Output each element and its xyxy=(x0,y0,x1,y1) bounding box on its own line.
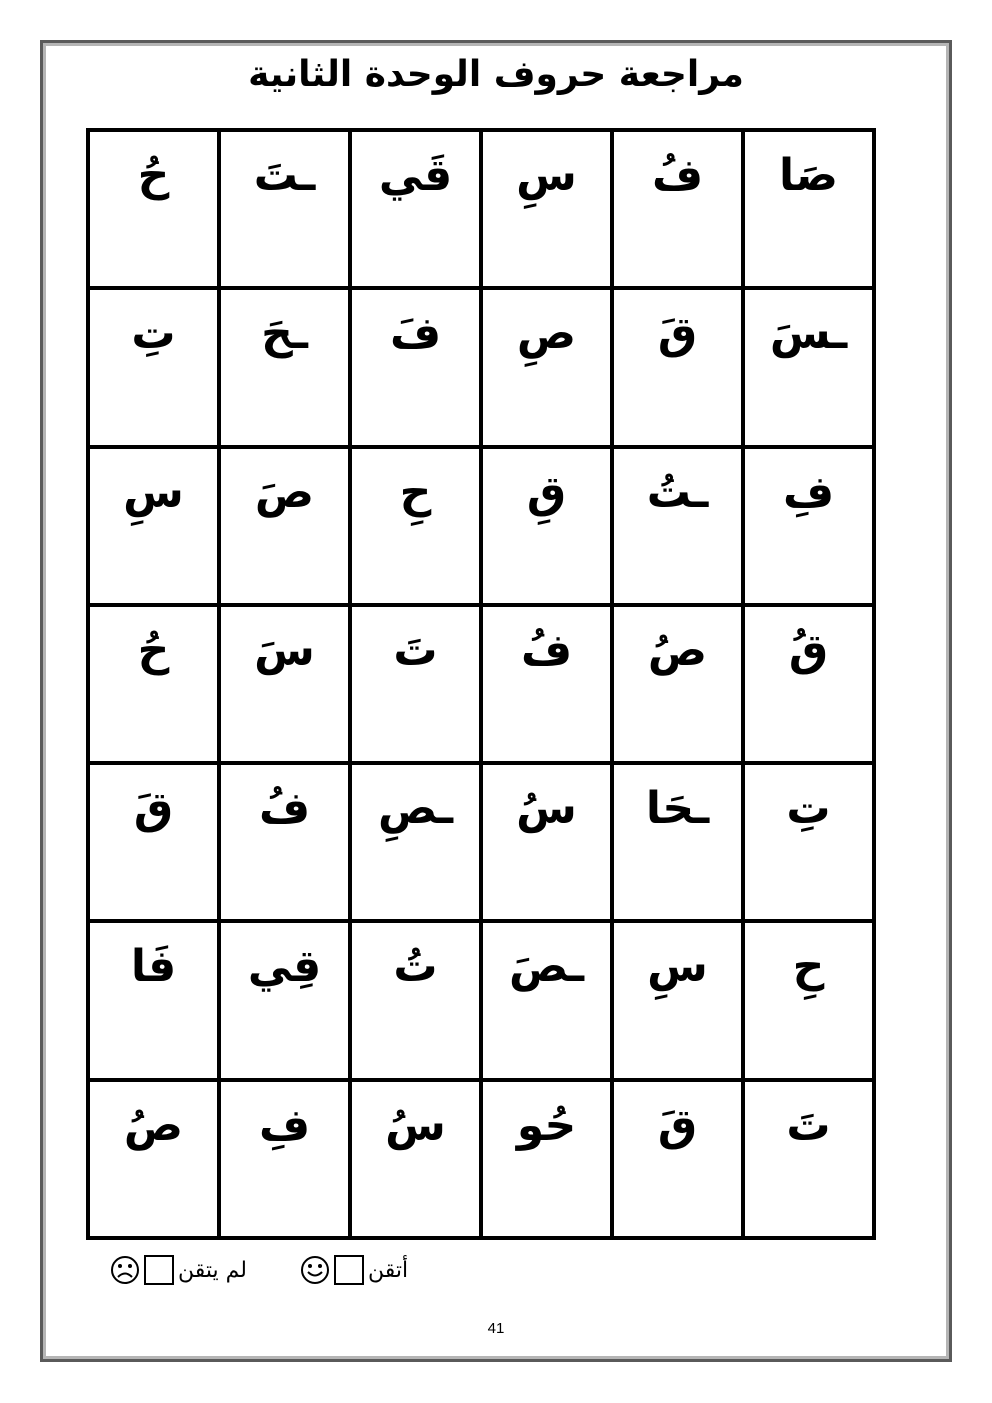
grid-cell: تُ xyxy=(352,923,479,1077)
grid-cell: صِ xyxy=(483,290,610,444)
grid-cell: سُ xyxy=(483,765,610,919)
grid-cell: حِ xyxy=(352,449,479,603)
grid-cell: فِ xyxy=(221,1082,348,1236)
grid-cell: حُ xyxy=(90,132,217,286)
grid-cell: فِ xyxy=(745,449,872,603)
grid-cell: ـسَ xyxy=(745,290,872,444)
grid-cell: ـتَ xyxy=(221,132,348,286)
grid-cell: فُ xyxy=(483,607,610,761)
grid-cell: ـحَا xyxy=(614,765,741,919)
smiley-face-icon xyxy=(300,1255,330,1285)
grid-cell: حُ xyxy=(90,607,217,761)
grid-cell: سِ xyxy=(90,449,217,603)
grid-cell: تَ xyxy=(352,607,479,761)
grid-cell: قَ xyxy=(614,1082,741,1236)
grid-cell: قُ xyxy=(745,607,872,761)
grid-cell: صَ xyxy=(221,449,348,603)
grid-cell: تَ xyxy=(745,1082,872,1236)
grid-cell: تِ xyxy=(745,765,872,919)
grid-cell: ـصِ xyxy=(352,765,479,919)
grid-cell: ـتُ xyxy=(614,449,741,603)
grid-cell: صَا xyxy=(745,132,872,286)
grid-cell: فُ xyxy=(614,132,741,286)
grid-cell: قَ xyxy=(90,765,217,919)
grid-cell: ـصَ xyxy=(483,923,610,1077)
grid-cell: حِ xyxy=(745,923,872,1077)
grid-cell: قَي xyxy=(352,132,479,286)
mastered-label: أتقن xyxy=(368,1257,409,1283)
grid-cell: قِي xyxy=(221,923,348,1077)
grid-cell: تِ xyxy=(90,290,217,444)
grid-cell: سِ xyxy=(614,923,741,1077)
grid-cell: ـحَ xyxy=(221,290,348,444)
sad-face-icon xyxy=(110,1255,140,1285)
grid-cell: فَ xyxy=(352,290,479,444)
grid-cell: صُ xyxy=(614,607,741,761)
letters-grid xyxy=(86,128,876,1240)
not-mastered-label: لم يتقن xyxy=(178,1257,247,1283)
legend-mastered xyxy=(300,1250,408,1290)
grid-cell: سَ xyxy=(221,607,348,761)
not-mastered-checkbox[interactable] xyxy=(144,1255,174,1285)
grid-cell: قِ xyxy=(483,449,610,603)
grid-cell: سِ xyxy=(483,132,610,286)
worksheet-title: مراجعة حروف الوحدة الثانية xyxy=(248,54,744,95)
mastered-checkbox[interactable] xyxy=(334,1255,364,1285)
grid-cell: سُ xyxy=(352,1082,479,1236)
grid-cell: صُ xyxy=(90,1082,217,1236)
grid-cell: حُو xyxy=(483,1082,610,1236)
grid-cell: قَ xyxy=(614,290,741,444)
grid-cell: فَا xyxy=(90,923,217,1077)
legend-not-mastered xyxy=(110,1250,247,1290)
page-number: 41 xyxy=(487,1320,505,1337)
grid-cell: فُ xyxy=(221,765,348,919)
